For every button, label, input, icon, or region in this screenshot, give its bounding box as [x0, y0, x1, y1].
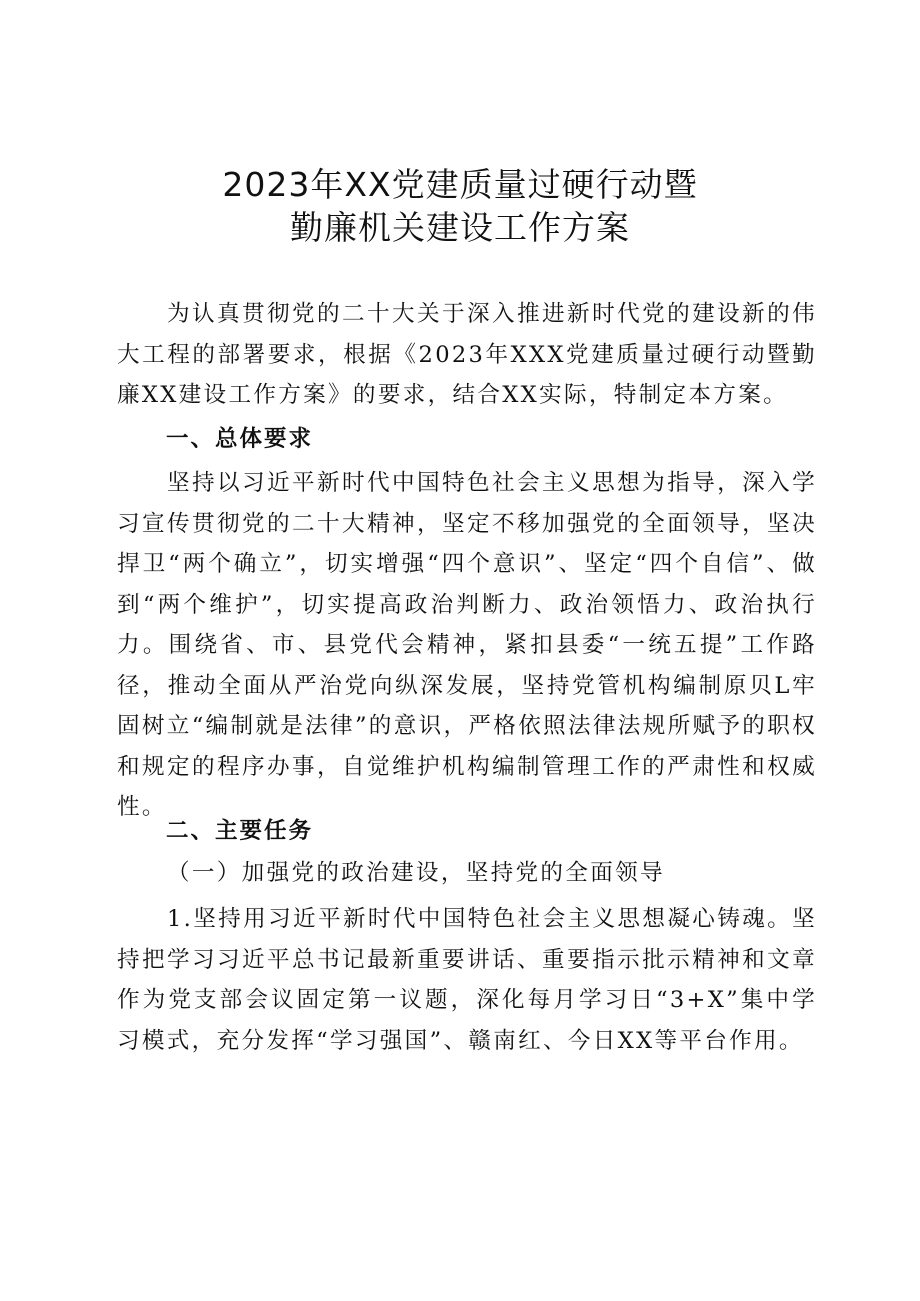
section-2-heading: 二、主要任务: [166, 818, 314, 844]
section-1-heading: 一、总体要求: [166, 426, 314, 452]
section-1-body: 坚持以习近平新时代中国特色社会主义思想为指导，深入学习宣传贯彻党的二十大精神，坚定不移加强党的全面领导，坚决捍卫“两个确立”，切实增强“四个意识”、坚定“四个自信”、做到“两个维护”，切实提高政治判断力、政治领悟力、政治执行力。围绕省、市、县党代会精神，紧扣县委“一统五提”工作路径，推动全面从严治党向纵深发展，坚持党管机构编制原贝L牢固树立“编制就是法律”的意识，严格依照法律法规所赋予的职权和规定的程序办事，自觉维护机构编制管理工作的严肃性和权威性。: [117, 470, 817, 820]
intro-paragraph: 为认真贯彻党的二十大关于深入推进新时代党的建设新的伟大工程的部署要求，根据《2023年XXX党建质量过硬行动暨勤廉XX建设工作方案》的要求，结合XX实际，特制定本方案。: [117, 301, 817, 408]
section-2-item-1: 1.坚持用习近平新时代中国特色社会主义思想凝心铸魂。坚持把学习习近平总书记最新重要讲话、重要指示批示精神和文章作为党支部会议固定第一议题，深化每月学习日“3+X”集中学习模式，充分发挥“学习强国”、赣南红、今日XX等平台作用。: [117, 906, 817, 1054]
document-title-line-2: 勤廉机关建设工作方案: [290, 208, 630, 247]
document-title-line-1: 2023年XX党建质量过硬行动暨: [222, 165, 698, 204]
section-2-subheading-1: （一）加强党的政治建设，坚持党的全面领导: [167, 860, 665, 886]
